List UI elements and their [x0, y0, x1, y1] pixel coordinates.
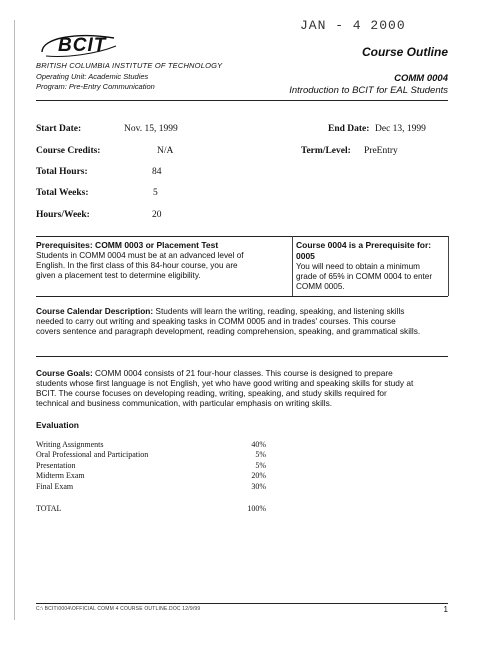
goals-line-2: students whose first language is not English, yet who have good writing and speaking skills for study at [36, 378, 414, 388]
end-date-label: End Date: [328, 124, 370, 134]
goals-line-4: technical and business communication, with particular emphasis on writing skills. [36, 398, 333, 408]
prereq-for-course: 0005 [296, 251, 315, 261]
course-name: Introduction to BCIT for EAL Students [289, 85, 448, 96]
eval-item: Midterm Exam [36, 471, 85, 481]
eval-percent: 30% [251, 481, 266, 491]
logo-text: BCIT [58, 35, 107, 56]
page-number: 1 [443, 605, 448, 614]
hours-week-label: Hours/Week: [36, 210, 90, 220]
credits-label: Course Credits: [36, 146, 101, 156]
scan-edge [14, 20, 15, 620]
calendar-divider [36, 356, 448, 357]
prerequisites-line-1: Students in COMM 0004 must be at an advanced level of [36, 251, 244, 260]
institution-name: BRITISH COLUMBIA INSTITUTE OF TECHNOLOGY [36, 61, 223, 70]
course-code: COMM 0004 [394, 73, 448, 84]
total-value: 100% [247, 504, 266, 513]
prerequisites-line-2: English. In the first class of this 84-hour course, you are [36, 261, 238, 270]
table-row [36, 461, 266, 471]
eval-item: Final Exam [36, 481, 74, 491]
table-row [36, 440, 266, 450]
calendar-line-2: needed to carry out writing and speaking tasks in COMM 0005 and in trades' courses. This course [36, 316, 396, 326]
start-date-value: Nov. 15, 1999 [124, 124, 178, 134]
end-date-value: Dec 13, 1999 [375, 124, 426, 134]
prereq-for-line-1: You will need to obtain a minimum [296, 262, 420, 271]
calendar-line-1 [36, 306, 404, 316]
total-label: TOTAL [36, 504, 62, 513]
document-type: Course Outline [361, 45, 448, 59]
prereq-for-line-2: grade of 65% in COMM 0004 to enter [296, 272, 433, 281]
date-stamp: JAN - 4 2000 [300, 18, 406, 33]
eval-percent: 5% [255, 450, 266, 460]
prereq-right-border [448, 236, 449, 296]
total-weeks-value: 5 [153, 188, 158, 198]
goals-line-1 [36, 368, 393, 378]
table-row [36, 471, 266, 481]
eval-item: Writing Assignments [36, 440, 104, 449]
operating-unit: Operating Unit: Academic Studies [36, 72, 149, 81]
table-row [36, 450, 266, 460]
total-weeks-label: Total Weeks: [36, 188, 89, 198]
program-name: Program: Pre-Entry Communication [36, 82, 155, 91]
total-hours-label: Total Hours: [36, 167, 88, 177]
credits-value: N/A [157, 146, 174, 156]
prerequisites-line-3: given a placement test to determine eligibility. [36, 271, 201, 280]
eval-percent: 5% [255, 460, 266, 470]
goals-text-1: COMM 0004 consists of 21 four-hour classes. This course is designed to prepare [92, 368, 393, 378]
prereq-column-divider [292, 236, 293, 296]
prereq-for-line-3: COMM 0005. [296, 282, 345, 291]
evaluation-title: Evaluation [36, 420, 79, 430]
goals-label: Course Goals: [36, 368, 93, 378]
bcit-logo [36, 30, 120, 60]
goals-line-3: BCIT. The course focuses on developing reading, writing, speaking, and study skills required for [36, 388, 387, 398]
table-row [36, 482, 266, 492]
prerequisites-title: Prerequisites: COMM 0003 or Placement Test [36, 240, 219, 250]
eval-percent: 20% [251, 471, 266, 481]
total-hours-value: 84 [152, 167, 162, 177]
footer-file-path: C:\ BCIT\0004\OFFICIAL COMM 4 COURSE OUTLINE.DOC 12/9/99 [36, 606, 201, 612]
prereq-for-title: Course 0004 is a Prerequisite for: [296, 240, 432, 250]
hours-week-value: 20 [152, 210, 162, 220]
evaluation-total-row [36, 504, 266, 513]
footer-divider [36, 603, 448, 604]
term-value: PreEntry [364, 146, 398, 156]
header-divider [36, 100, 448, 101]
prereq-top-divider [36, 236, 448, 237]
eval-item: Presentation [36, 460, 76, 470]
term-label: Term/Level: [301, 146, 351, 156]
start-date-label: Start Date: [36, 124, 82, 134]
eval-item: Oral Professional and Participation [36, 450, 149, 460]
calendar-text-1: Students will learn the writing, reading, speaking, and listening skills [153, 306, 405, 316]
evaluation-table [36, 440, 266, 492]
prereq-bottom-divider [36, 296, 448, 297]
calendar-line-3: covers sentence and paragraph development, reading comprehension, speaking, and grammatical skills. [36, 326, 421, 336]
calendar-label: Course Calendar Description: [36, 306, 154, 316]
eval-percent: 40% [251, 440, 266, 449]
